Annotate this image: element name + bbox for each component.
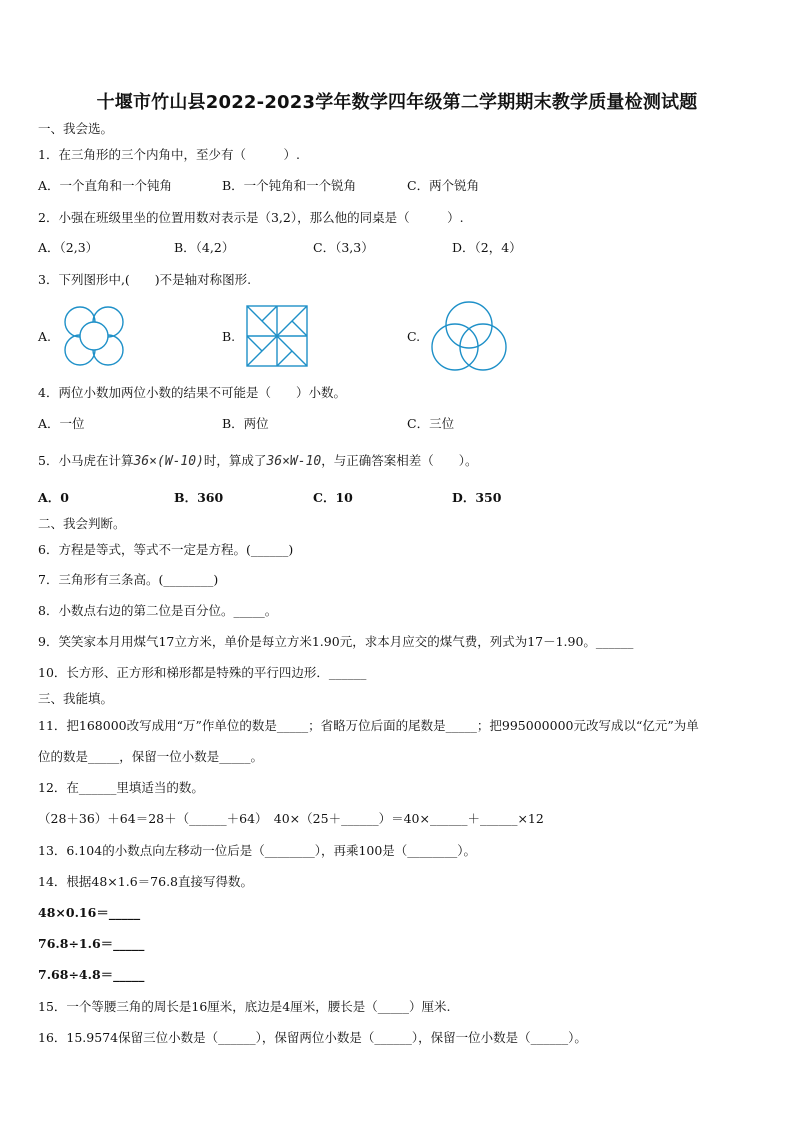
q4-option-b: B．两位 xyxy=(222,416,269,431)
question-12-equations: （28＋36）＋64＝28＋（______＋64） 40×（25＋______）＝40×______＋______×12 xyxy=(38,811,544,826)
question-3: 3．下列图形中,( )不是轴对称图形. xyxy=(38,272,252,287)
question-11-line-1: 11．把168000改写成用“万”作单位的数是_____；省略万位后面的尾数是_____；把995000000元改写成以“亿元”为单 xyxy=(38,718,699,733)
q2-option-a: A．（2,3） xyxy=(38,240,99,255)
q5-option-c: C．10 xyxy=(313,490,353,505)
q1-option-a: A．一个直角和一个钝角 xyxy=(38,178,173,193)
q4-option-c: C．三位 xyxy=(407,416,455,431)
q5-expression-correct: 36×(W-10) xyxy=(133,454,204,469)
question-4: 4．两位小数加两位小数的结果不可能是（ ）小数。 xyxy=(38,385,346,400)
question-16: 16．15.9574保留三位小数是（______），保留两位小数是（______），保留一位小数是（______）。 xyxy=(38,1030,587,1045)
question-7: 7．三角形有三条高。(________) xyxy=(38,572,219,587)
question-6: 6．方程是等式，等式不一定是方程。(______) xyxy=(38,542,294,557)
q2-option-d: D．（2，4） xyxy=(452,240,522,255)
question-13: 13．6.104的小数点向左移动一位后是（________），再乘100是（________）。 xyxy=(38,843,477,858)
q5-option-d: D．350 xyxy=(452,490,502,505)
q14-item-a: 48×0.16＝_____ xyxy=(38,905,141,920)
q3-option-b: B. xyxy=(222,329,236,344)
q14-item-c: 7.68÷4.8＝_____ xyxy=(38,967,145,982)
question-15: 15．一个等腰三角的周长是16厘米，底边是4厘米，腰长是（_____）厘米. xyxy=(38,999,451,1014)
q5-expression-mistaken: 36×W-10 xyxy=(266,454,322,469)
question-8: 8．小数点右边的第二位是百分位。_____。 xyxy=(38,603,278,618)
question-9: 9．笑笑家本月用煤气17立方米，单价是每立方米1.90元，求本月应交的煤气费，列式为17－1.90。______ xyxy=(38,634,634,649)
question-14: 14．根据48×1.6＝76.8直接写得数。 xyxy=(38,874,253,889)
section-heading-choose: 一、我会选。 xyxy=(38,121,114,136)
q3-option-c: C. xyxy=(407,329,421,344)
q3-option-a: A. xyxy=(38,329,52,344)
page-title: 十堰市竹山县2022-2023学年数学四年级第二学期期末教学质量检测试题 xyxy=(96,92,698,113)
question-1: 1．在三角形的三个内角中，至少有（ ）. xyxy=(38,147,300,162)
q1-option-c: C．两个锐角 xyxy=(407,178,480,193)
q5-option-a: A．0 xyxy=(38,490,69,505)
question-2: 2．小强在班级里坐的位置用数对表示是（3,2），那么他的同桌是（ ）. xyxy=(38,210,464,225)
question-5 xyxy=(38,453,478,470)
q2-option-b: B．（4,2） xyxy=(174,240,235,255)
q5-stem-middle: 时，算成了 xyxy=(203,453,267,468)
four-petal-flower-figure xyxy=(60,302,128,370)
q5-option-b: B．360 xyxy=(174,490,224,505)
question-10: 10．长方形、正方形和梯形都是特殊的平行四边形．______ xyxy=(38,665,367,680)
question-11-line-2: 位的数是_____，保留一位小数是_____。 xyxy=(38,749,264,764)
q5-stem-start: 5．小马虎在计算 xyxy=(38,453,134,468)
q14-item-b: 76.8÷1.6＝_____ xyxy=(38,936,145,951)
q2-option-c: C．（3,3） xyxy=(313,240,374,255)
section-heading-fill: 三、我能填。 xyxy=(38,691,114,706)
q1-option-b: B．一个钝角和一个锐角 xyxy=(222,178,357,193)
pinwheel-figure xyxy=(245,304,309,368)
section-heading-judge: 二、我会判断。 xyxy=(38,516,126,531)
q4-option-a: A．一位 xyxy=(38,416,85,431)
q5-stem-end: ，与正确答案相差（ ）。 xyxy=(321,453,478,468)
trefoil-figure xyxy=(428,298,510,374)
question-12: 12．在______里填适当的数。 xyxy=(38,780,204,795)
